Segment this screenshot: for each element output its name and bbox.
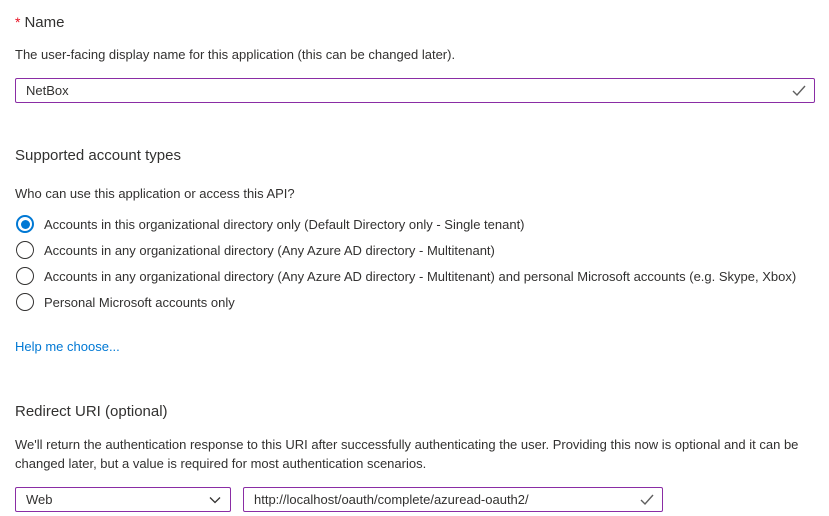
chevron-down-icon: [208, 493, 222, 507]
radio-option-single-tenant[interactable]: [15, 211, 815, 237]
name-title-text: Name: [24, 14, 65, 31]
platform-select-value: Web: [26, 492, 53, 507]
radio-button-icon[interactable]: [16, 241, 34, 259]
name-section-title: [15, 12, 815, 33]
radio-option-label: Accounts in this organizational directory only (Default Directory only - Single tenant): [44, 216, 525, 232]
radio-option-multitenant[interactable]: [15, 237, 815, 263]
required-asterisk: *: [15, 14, 21, 30]
radio-option-personal-only[interactable]: [15, 289, 815, 315]
radio-option-multitenant-personal[interactable]: [15, 263, 815, 289]
radio-button-icon[interactable]: [16, 267, 34, 285]
name-description: The user-facing display name for this application (this can be changed later).: [15, 47, 456, 62]
redirect-uri-input[interactable]: [243, 487, 663, 512]
platform-select[interactable]: [15, 487, 231, 512]
account-types-question: Who can use this application or access this API?: [15, 186, 295, 201]
radio-button-icon[interactable]: [16, 215, 34, 233]
redirect-uri-row: [15, 487, 815, 512]
redirect-uri-title: Redirect URI (optional): [15, 403, 168, 420]
name-input-wrap: [15, 78, 815, 103]
radio-option-label: Accounts in any organizational directory (Any Azure AD directory - Multitenant) and personal Microsoft accounts (e.g. Skype, Xbox): [44, 268, 797, 284]
uri-input-wrap: [243, 487, 663, 512]
account-types-radio-group: [15, 211, 815, 315]
radio-button-icon[interactable]: [16, 293, 34, 311]
redirect-uri-description: We'll return the authentication response to this URI after successfully authenticating the user. Providing this now is optional and it can be changed later, but a value is required for most authentication scenarios.: [15, 437, 799, 471]
help-me-choose-link[interactable]: Help me choose...: [15, 339, 120, 354]
account-types-title: Supported account types: [15, 147, 181, 164]
radio-option-label: Accounts in any organizational directory (Any Azure AD directory - Multitenant): [44, 242, 495, 258]
radio-option-label: Personal Microsoft accounts only: [44, 294, 235, 310]
name-input[interactable]: [15, 78, 815, 103]
